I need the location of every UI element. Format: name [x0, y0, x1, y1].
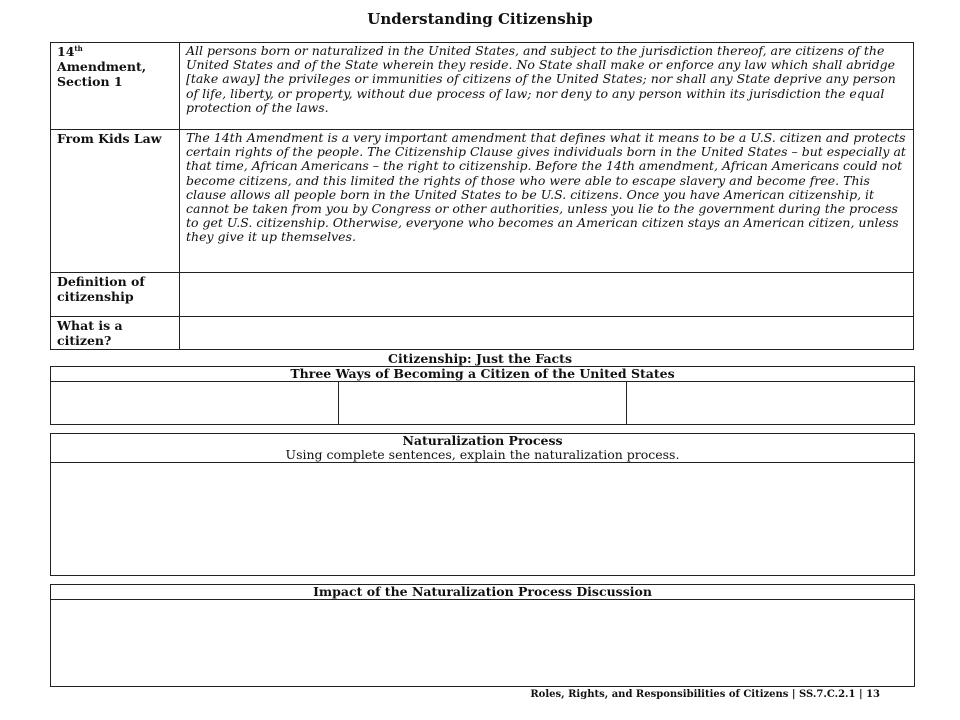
way-2-field[interactable] — [339, 382, 627, 425]
way-1-field[interactable] — [51, 382, 339, 425]
naturalization-instruction: Using complete sentences, explain the naturalization process. — [285, 447, 680, 462]
page-footer: Roles, Rights, and Responsibilities of Citizens | SS.7.C.2.1 | 13 — [530, 689, 880, 700]
amendment-text: All persons born or naturalized in the United States, and subject to the jurisdiction thereof, are citizens of the United States and of the State wherein they reside. No State shall make or enforce any law which shall abridge [take away] the privileges or immunities of citizens of the United States; nor shall any State deprive any person of life, liberty, or property, without due process of law; nor deny to any person within its jurisdiction the equal protection of the laws. — [180, 43, 914, 130]
impact-answer-field[interactable] — [51, 600, 914, 686]
citizen-answer-field[interactable] — [180, 317, 914, 350]
naturalization-header — [51, 434, 914, 463]
naturalization-title: Naturalization Process — [402, 433, 563, 448]
facts-heading: Citizenship: Just the Facts — [388, 351, 572, 366]
row-label: Definition of citizenship — [51, 273, 180, 317]
row-label: 14th Amendment, Section 1 — [51, 43, 180, 130]
way-3-field[interactable] — [627, 382, 914, 425]
table-row — [51, 273, 914, 317]
row-label: From Kids Law — [51, 130, 180, 273]
impact-box — [50, 584, 915, 687]
worksheet-title: Understanding Citizenship — [367, 10, 593, 28]
row-label: What is a citizen? — [51, 317, 180, 350]
three-ways-columns — [51, 382, 914, 425]
table-row — [51, 317, 914, 350]
three-ways-box — [50, 366, 915, 425]
three-ways-header: Three Ways of Becoming a Citizen of the United States — [51, 367, 914, 382]
definition-answer-field[interactable] — [180, 273, 914, 317]
impact-header: Impact of the Naturalization Process Discussion — [51, 585, 914, 600]
table-row — [51, 43, 914, 130]
citizenship-table — [50, 42, 914, 350]
kids-law-text: The 14th Amendment is a very important amendment that defines what it means to be a U.S. citizen and protects certain rights of the people. The Citizenship Clause gives individuals born in the United States – but especially at that time, African Americans – the right to citizenship. Before the 14th amendment, African Americans could not become citizens, and this limited the rights of those who were able to escape slavery and become free. This clause allows all people born in the United States to be U.S. citizens. Once you have American citizenship, it cannot be taken from you by Congress or other authorities, unless you lie to the government during the process to get U.S. citizenship. Otherwise, everyone who becomes an American citizen stays an American citizen, unless they give it up themselves. — [180, 130, 914, 273]
naturalization-answer-field[interactable] — [51, 463, 914, 575]
naturalization-box — [50, 433, 915, 576]
table-row — [51, 130, 914, 273]
